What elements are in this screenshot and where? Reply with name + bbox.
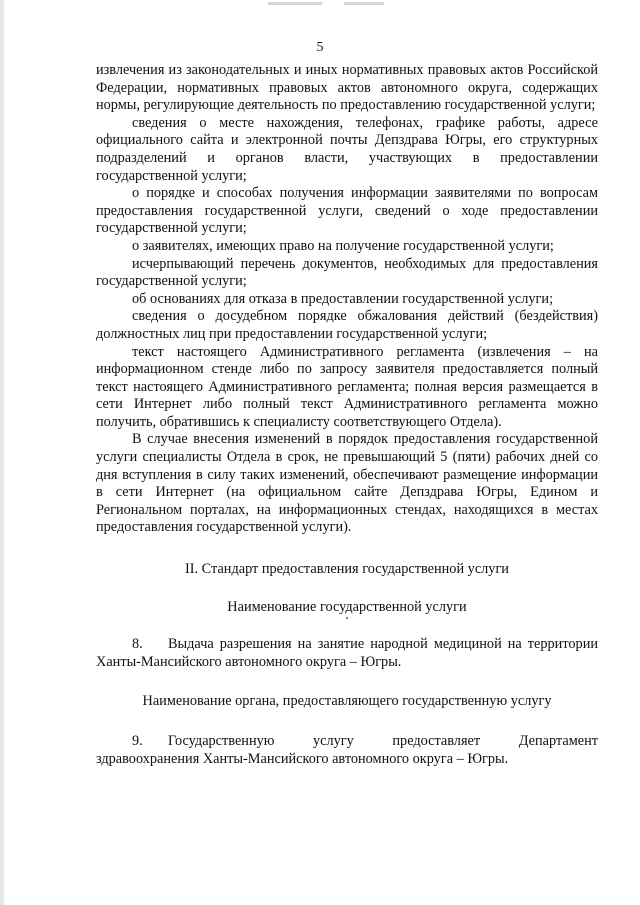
- scan-speck: [346, 617, 348, 619]
- paragraph: сведения о месте нахождения, телефонах, графике работы, адресе официального сайта и электронной почты Депздрава Югры, его структурных подразделений и органов власти, участвующих в предоставлении государственной услуги;: [96, 114, 598, 184]
- document-body: [96, 62, 598, 768]
- paragraph: В случае внесения изменений в порядок предоставления государственной услуги специалисты Отдела в срок, не превышающий 5 (пяти) рабочих дней со дня вступления в силу таких изменений, обеспечивают размещение информации в сети Интернет (на официальном сайте Депздрава Югры, Едином и Региональном порталах, на информационных стендах, находящихся в местах предоставления государственной услуги).: [96, 431, 598, 536]
- paragraph: о заявителях, имеющих право на получение государственной услуги;: [132, 237, 554, 254]
- item-9-number: 9.: [132, 733, 143, 749]
- paragraph: текст настоящего Административного регламента (извлечения – на информационном стенде либо по запросу заявителя предоставляется полный текст настоящего Административного регламента; полная версия размещается в сети Интернет либо полный текст Административного регламента можно получить, обратившись к специалисту соответствующего Отдела).: [96, 343, 598, 430]
- paragraph: исчерпывающий перечень документов, необходимых для предоставления государственной услуги;: [96, 255, 598, 290]
- scan-left-edge: [0, 0, 4, 905]
- item-9-text: Государственную услугу предоставляет Департамент здравоохранения Ханты-Мансийского автономного округа – Югры.: [96, 733, 598, 767]
- paragraph: об основаниях для отказа в предоставлении государственной услуги;: [132, 290, 554, 307]
- paragraph: извлечения из законодательных и иных нормативных правовых актов Российской Федерации, нормативных правовых актов автономного округа, содержащих нормы, регулирующие деятельность по предоставлению государственной услуги;: [96, 62, 598, 114]
- paragraph: сведения о досудебном порядке обжалования действий (бездействия) должностных лиц при предоставлении государственной услуги;: [96, 308, 598, 342]
- subheading-service-name: Наименование государственной услуги: [227, 598, 467, 615]
- item-8-number: 8.: [132, 636, 143, 653]
- item-8-text: Выдача разрешения на занятие народной медициной на территории Ханты-Мансийского автономного округа – Югры.: [96, 636, 598, 670]
- subheading-authority: Наименование органа, предоставляющего государственную услугу: [142, 693, 552, 710]
- item-8: [96, 636, 598, 671]
- scan-artifact: [268, 2, 322, 5]
- page-number: 5: [316, 40, 324, 55]
- section-heading: II. Стандарт предоставления государственной услуги: [185, 561, 509, 578]
- paragraph: о порядке и способах получения информации заявителями по вопросам предоставления государственной услуги, сведений о ходе предоставлении государственной услуги;: [96, 185, 598, 237]
- scan-artifact: [344, 2, 384, 5]
- item-9: [96, 733, 598, 768]
